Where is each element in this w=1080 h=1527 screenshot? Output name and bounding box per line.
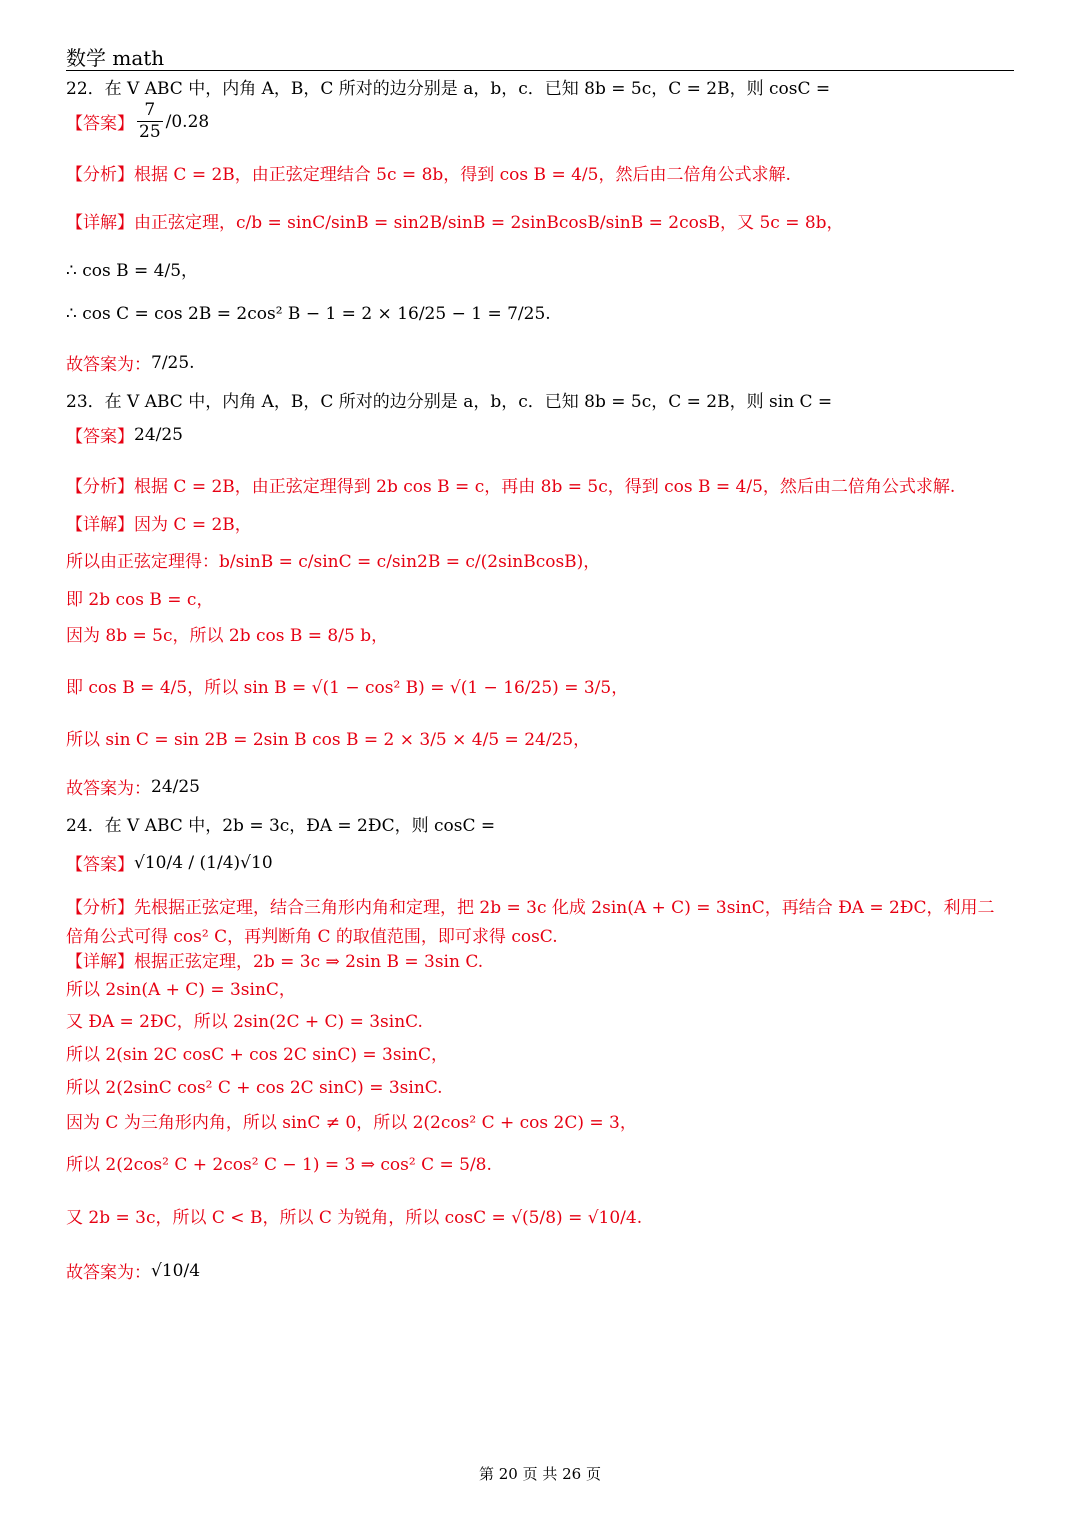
- q24-answer: √10/4 / (1/4)√10: [134, 852, 273, 873]
- q23-stem: 23．在 V ABC 中，内角 A，B，C 所对的边分别是 a，b，c．已知 8b = 5c，C = 2B，则 sin C =: [66, 392, 833, 412]
- q22-detail-2: ∴ cos B = 4/5，: [66, 261, 199, 281]
- q24-analysis-2: 倍角公式可得 cos² C，再判断角 C 的取值范围，即可求得 cosC.: [66, 927, 558, 947]
- page-header: 数学 math: [66, 46, 165, 70]
- q23-analysis: 根据 C = 2B，由正弦定理得到 2b cos B = c，再由 8b = 5c，得到 cos B = 4/5，然后由二倍角公式求解.: [134, 477, 956, 497]
- q22-answer-row: [66, 102, 209, 142]
- q22-answer-fraction: $\frac{7}{25}$: [139, 100, 161, 142]
- q22-analysis: 根据 C = 2B，由正弦定理结合 5c = 8b，得到 cos B = 4/5，然后由二倍角公式求解.: [134, 165, 791, 185]
- q22-detail-row: [66, 208, 844, 233]
- detail-label: 【详解】: [66, 515, 134, 535]
- answer-label: 【答案】: [66, 427, 134, 447]
- q24-analysis-row-1: [66, 893, 995, 918]
- answer-label: 【答案】: [66, 855, 134, 875]
- q23-answer-row: [66, 422, 183, 447]
- q23-answer: 24/25: [134, 424, 183, 445]
- q24-answer-row: [66, 850, 273, 875]
- q24-detail-row: [66, 947, 483, 972]
- q23-final: 24/25: [151, 776, 200, 797]
- q22-analysis-row: [66, 160, 791, 185]
- q24-analysis-1: 先根据正弦定理，结合三角形内角和定理，把 2b = 3c 化成 2sin(A + C) = 3sinC，再结合 ÐA = 2ÐC，利用二: [134, 898, 995, 918]
- q23-detail-2: 所以由正弦定理得：b/sinB = c/sinC = c/sin2B = c/(2sinBcosB)，: [66, 552, 601, 572]
- analysis-label: 【分析】: [66, 477, 134, 497]
- q24-detail-2: 所以 2sin(A + C) = 3sinC，: [66, 980, 296, 1000]
- q24-final-row: [66, 1258, 200, 1283]
- q22-final-row: [66, 350, 195, 375]
- q22-answer-alt: /0.28: [165, 111, 210, 132]
- analysis-label: 【分析】: [66, 165, 134, 185]
- detail-label: 【详解】: [66, 952, 134, 972]
- page-footer: 第 20 页 共 26 页: [478, 1465, 601, 1483]
- q24-detail-7: 所以 2(2cos² C + 2cos² C − 1) = 3 ⇒ cos² C = 5/8.: [66, 1155, 492, 1175]
- analysis-label: 【分析】: [66, 898, 134, 918]
- answer-label: 【答案】: [66, 114, 134, 135]
- header-rule: [66, 70, 1014, 71]
- q22-stem: 22．在 V ABC 中，内角 A，B，C 所对的边分别是 a，b，c．已知 8b = 5c，C = 2B，则 cosC =: [66, 79, 831, 99]
- q23-detail-6: 所以 sin C = sin 2B = 2sin B cos B = 2 × 3/5 × 4/5 = 24/25，: [66, 730, 591, 750]
- q24-stem: 24．在 V ABC 中，2b = 3c，ÐA = 2ÐC，则 cosC =: [66, 816, 496, 836]
- q22-detail-1: 由正弦定理，c/b = sinC/sinB = sin2B/sinB = 2sinBcosB/sinB = 2cosB，又 5c = 8b，: [134, 213, 844, 233]
- q23-detail-5: 即 cos B = 4/5，所以 sin B = √(1 − cos² B) = √(1 − 16/25) = 3/5，: [66, 678, 629, 698]
- q24-detail-3: 又 ÐA = 2ÐC，所以 2sin(2C + C) = 3sinC.: [66, 1012, 423, 1032]
- q23-analysis-row: [66, 472, 955, 497]
- q24-detail-4: 所以 2(sin 2C cosC + cos 2C sinC) = 3sinC，: [66, 1045, 448, 1065]
- q23-final-row: [66, 774, 200, 799]
- final-label: 故答案为：: [66, 779, 151, 799]
- q24-detail-1: 根据正弦定理，2b = 3c ⇒ 2sin B = 3sin C.: [134, 952, 484, 972]
- q24-detail-6: 因为 C 为三角形内角，所以 sinC ≠ 0，所以 2(2cos² C + cos 2C) = 3，: [66, 1113, 637, 1133]
- detail-label: 【详解】: [66, 213, 134, 233]
- q22-detail-3: ∴ cos C = cos 2B = 2cos² B − 1 = 2 × 16/25 − 1 = 7/25.: [66, 304, 551, 324]
- final-label: 故答案为：: [66, 355, 151, 375]
- q23-detail-3: 即 2b cos B = c，: [66, 590, 214, 610]
- q23-detail-1: 因为 C = 2B，: [134, 515, 252, 535]
- q22-final: 7/25.: [151, 352, 195, 373]
- q23-detail-4: 因为 8b = 5c，所以 2b cos B = 8/5 b，: [66, 626, 389, 646]
- q23-detail-row: [66, 510, 252, 535]
- final-label: 故答案为：: [66, 1263, 151, 1283]
- q24-detail-8: 又 2b = 3c，所以 C < B，所以 C 为锐角，所以 cosC = √(5/8) = √10/4.: [66, 1208, 643, 1228]
- q24-detail-5: 所以 2(2sinC cos² C + cos 2C sinC) = 3sinC.: [66, 1078, 443, 1098]
- q24-final: √10/4: [151, 1260, 201, 1281]
